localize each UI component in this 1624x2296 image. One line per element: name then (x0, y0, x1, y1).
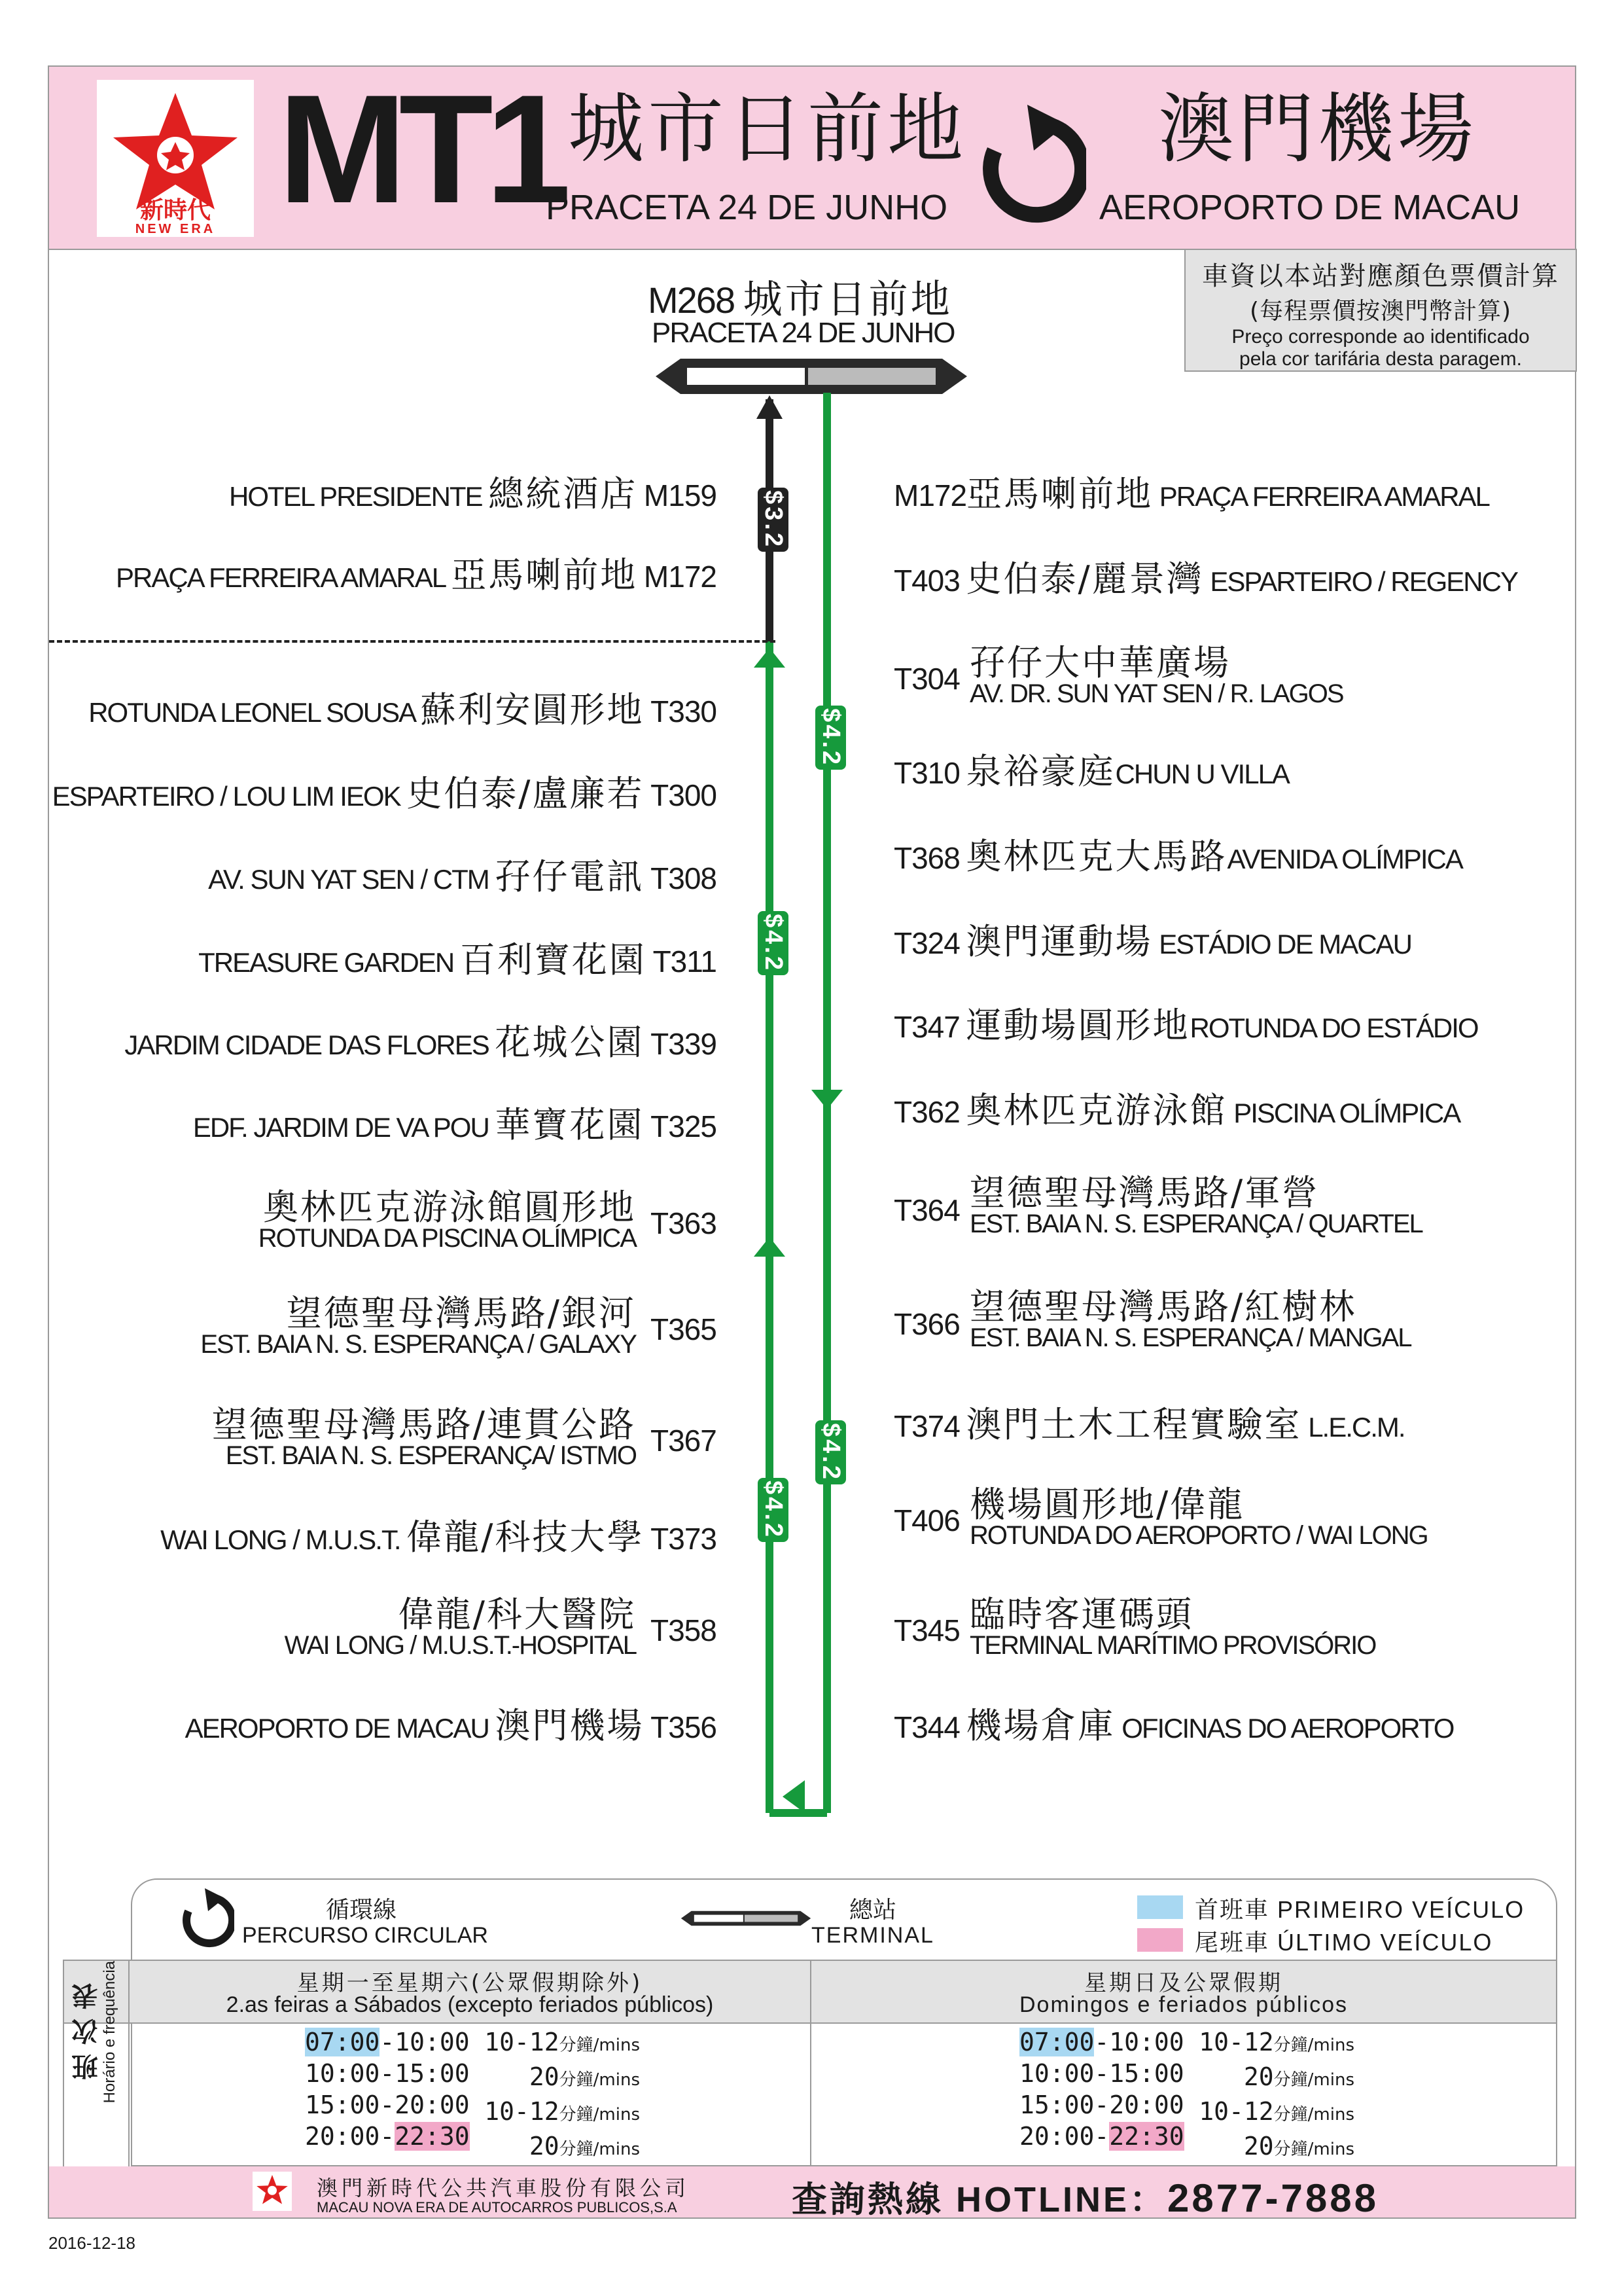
stop-code: T330 (650, 694, 716, 728)
holiday-header-pt: Domingos e feriados públicos (1019, 1992, 1349, 2017)
stop-name-pt: PRAÇA FERREIRA AMARAL (115, 562, 445, 593)
stop-code: T310 (894, 756, 960, 790)
stop-code: T403 (894, 564, 960, 598)
weekday-times: 07:00-10:00 10:00-15:00 15:00-20:00 20:00-22:30 (305, 2028, 470, 2151)
stop-name-pt: AV. SUN YAT SEN / CTM (208, 864, 489, 895)
hotline-number: 2877-7888 (1167, 2176, 1379, 2220)
hotline-label: HOTLINE： (956, 2180, 1168, 2219)
stop-name-pt: PRAÇA FERREIRA AMARAL (1159, 481, 1489, 512)
stop-left (284, 1594, 636, 1660)
stop-right-code (894, 664, 960, 694)
stop-code: T374 (894, 1409, 960, 1443)
stop-name-pt: AV. DR. SUN YAT SEN / R. LAGOS (970, 679, 1343, 708)
stop-left (198, 939, 716, 980)
stop-name-pt: HOTEL PRESIDENTE (229, 481, 482, 512)
stop-code: T366 (894, 1307, 960, 1341)
company-name-cn: 澳門新時代公共汽車股份有限公司 (317, 2176, 690, 2200)
hotline (792, 2172, 1379, 2222)
stop-code: T345 (894, 1613, 960, 1647)
stop-code: T356 (650, 1710, 716, 1744)
stop-right (894, 836, 1462, 877)
fare-note-line1: 車資以本站對應顏色票價計算 (1202, 261, 1559, 291)
stop-left (192, 1104, 716, 1145)
stop-name-pt: WAI LONG / M.U.S.T.-HOSPITAL (284, 1631, 636, 1660)
stop-right (894, 1404, 1405, 1445)
stop-right (894, 1705, 1454, 1746)
weekday-header-cn: 星期一至星期六(公眾假期除外) (296, 1970, 643, 1996)
stop-name-pt: EST. BAIA N. S. ESPERANÇA / QUARTEL (970, 1210, 1422, 1238)
stop-name-cn: 百利寶花園 (459, 939, 646, 980)
stop-code-t363 (650, 1208, 716, 1238)
legend-first: 首班車 PRIMEIRO VEÍCULO (1195, 1896, 1525, 1924)
stop-name-cn: 運動場圓形地 (966, 1005, 1190, 1046)
stop-code: T339 (650, 1027, 716, 1061)
stop-code: M172 (643, 560, 716, 594)
arrow-down-icon (811, 1090, 843, 1109)
stop-right (970, 1484, 1428, 1550)
terminal-symbol-icon (680, 1909, 811, 1928)
logo-chinese: 新時代 (139, 197, 211, 224)
print-date: 2016-12-18 (48, 2233, 135, 2253)
stop-code-t367 (650, 1426, 716, 1456)
stop-right (894, 1090, 1460, 1131)
holiday-header-cn: 星期日及公眾假期 (1084, 1970, 1283, 1996)
stop-name-cn: 孖仔大中華廣場 (970, 642, 1231, 683)
company-name-pt: MACAU NOVA ERA DE AUTOCARROS PUBLICOS,S.A (317, 2199, 677, 2215)
stop-right-code (894, 1505, 960, 1535)
fare-label-green: $4.2 (815, 706, 846, 770)
stop-right (894, 1005, 1478, 1046)
stop-left (185, 1705, 716, 1746)
destination-portuguese: AEROPORTO DE MACAU (1099, 188, 1521, 227)
stop-right (894, 558, 1517, 600)
stop-name-pt: TREASURE GARDEN (198, 947, 454, 978)
stop-name-pt: EDF. JARDIM DE VA POU (192, 1112, 489, 1143)
stop-left (258, 1187, 636, 1253)
stop-code: T365 (650, 1312, 716, 1346)
stop-name-cn: 總統酒店 (488, 473, 638, 514)
stop-name-cn: 望德聖母灣馬路/連貫公路 (211, 1404, 636, 1445)
arrow-left-icon (783, 1780, 805, 1813)
timetable-side-label: 班次表 Horário e frequência (72, 1961, 118, 2104)
stop-name-cn: 孖仔電訊 (495, 856, 644, 897)
stop-name-pt: PISCINA OLÍMPICA (1233, 1098, 1460, 1128)
fare-boundary-line (49, 640, 775, 643)
stop-name-cn: 偉龍/科大醫院 (398, 1594, 636, 1635)
legend-circular-cn: 循環線 (326, 1897, 397, 1924)
stop-right (894, 751, 1289, 792)
stop-name-cn: 奧林匹克游泳館 (966, 1090, 1227, 1131)
legend-circular-pt: PERCURSO CIRCULAR (242, 1923, 488, 1948)
stop-name-cn: 機場圓形地/偉龍 (970, 1484, 1245, 1525)
stop-code: T304 (894, 662, 960, 696)
footer-logo (253, 2172, 292, 2211)
stop-right-code (894, 1615, 960, 1645)
stop-name-pt: ROTUNDA DO AEROPORTO / WAI LONG (970, 1521, 1428, 1550)
stop-name-cn: 花城公園 (495, 1022, 644, 1063)
stop-code: T362 (894, 1095, 960, 1129)
stop-name-pt: AEROPORTO DE MACAU (185, 1713, 489, 1744)
fare-note-line4: pela cor tarifária desta paragem. (1239, 348, 1522, 370)
new-era-star-icon (253, 2172, 292, 2211)
company-logo (97, 80, 254, 237)
stop-code: T358 (650, 1613, 716, 1647)
stop-name-pt: EST. BAIA N. S. ESPERANÇA / GALAXY (200, 1330, 636, 1359)
fare-label-green: $4.2 (758, 1478, 788, 1542)
stop-code: T300 (650, 778, 716, 812)
arrow-up-icon (754, 648, 785, 668)
stop-name-pt: CHUN U VILLA (1115, 759, 1289, 789)
stop-right-code (894, 1309, 960, 1339)
stop-name-pt: OFICINAS DO AEROPORTO (1121, 1713, 1454, 1744)
stop-code: T308 (650, 861, 716, 895)
stop-name-cn: 偉龍/科技大學 (406, 1516, 644, 1558)
stop-name-cn: 臨時客運碼頭 (970, 1594, 1193, 1635)
origin-portuguese: PRACETA 24 DE JUNHO (546, 188, 948, 227)
stop-right-code (894, 1195, 960, 1225)
stop-right (970, 1594, 1376, 1660)
stop-right (894, 473, 1489, 514)
terminal-code: M268 (648, 279, 735, 321)
stop-name-pt: EST. BAIA N. S. ESPERANÇA/ ISTMO (225, 1441, 636, 1470)
stop-name-pt: TERMINAL MARÍTIMO PROVISÓRIO (970, 1631, 1376, 1660)
stop-code: T325 (650, 1109, 716, 1143)
stop-name-cn: 泉裕豪庭 (966, 751, 1116, 792)
arrow-up-icon (754, 1237, 785, 1257)
stop-left (160, 1516, 716, 1558)
stop-code: T363 (650, 1206, 716, 1240)
weekday-header-pt: 2.as feiras a Sábados (excepto feriados públicos) (226, 1992, 714, 2017)
terminal-chinese: 城市日前地 (743, 277, 953, 323)
stop-left (115, 554, 716, 596)
stop-name-pt: EST. BAIA N. S. ESPERANÇA / MANGAL (970, 1323, 1411, 1352)
stop-code: T406 (894, 1503, 960, 1537)
stop-name-cn: 望德聖母灣馬路/軍營 (970, 1172, 1320, 1213)
stop-name-cn: 澳門機場 (495, 1705, 644, 1746)
stop-name-cn: 史伯泰/麗景灣 (966, 558, 1204, 600)
destination-chinese: 澳門機場 (1158, 85, 1477, 173)
stop-name-cn: 奧林匹克大馬路 (966, 836, 1227, 877)
stop-code: T367 (650, 1424, 716, 1458)
fare-note-line2: (每程票價按澳門幣計算) (1249, 298, 1512, 325)
stop-name-pt: ROTUNDA DO ESTÁDIO (1190, 1013, 1478, 1043)
fare-label-green: $4.2 (815, 1420, 846, 1484)
stop-code: T347 (894, 1010, 960, 1044)
stop-name-cn: 望德聖母灣馬路/銀河 (286, 1293, 636, 1334)
stop-right (970, 1286, 1411, 1352)
fare-note-line3: Preço corresponde ao identificado (1231, 326, 1530, 348)
fare-label-black: $3.2 (758, 488, 788, 552)
stop-code-t358 (650, 1615, 716, 1645)
stop-code: M159 (643, 478, 716, 512)
circular-route-icon (968, 98, 1086, 229)
stop-code: T324 (894, 926, 960, 960)
stop-right (970, 1172, 1422, 1238)
fare-note-box (1184, 249, 1577, 372)
hotline-cn: 查詢熱線 (792, 2179, 944, 2220)
legend-terminal-pt: TERMINAL (811, 1923, 934, 1948)
stop-name-cn: 澳門運動場 (966, 921, 1153, 962)
stop-name-pt: ROTUNDA LEONEL SOUSA (88, 697, 414, 728)
legend-terminal-cn: 總站 (849, 1897, 897, 1924)
stop-name-pt: ESPARTEIRO / REGENCY (1210, 566, 1517, 597)
stop-name-pt: ROTUNDA DA PISCINA OLÍMPICA (258, 1224, 636, 1253)
stop-left (208, 856, 716, 897)
stop-name-cn: 史伯泰/盧廉若 (406, 773, 644, 814)
stop-name-pt: AVENIDA OLÍMPICA (1227, 844, 1462, 874)
route-diagram (720, 386, 851, 1852)
stop-code: T311 (652, 944, 716, 978)
stop-right (970, 642, 1343, 708)
stop-name-pt: ESTÁDIO DE MACAU (1159, 929, 1411, 960)
stop-left (200, 1293, 636, 1359)
stop-name-cn: 奧林匹克游泳館圓形地 (263, 1187, 636, 1228)
circular-route-icon (175, 1885, 234, 1950)
stop-code-t365 (650, 1314, 716, 1344)
stop-code: T344 (894, 1710, 960, 1744)
stop-name-cn: 澳門土木工程實驗室 (966, 1404, 1302, 1445)
holiday-times: 07:00-10:00 10:00-15:00 15:00-20:00 20:00-22:30 (1019, 2028, 1184, 2151)
stop-code: T373 (650, 1522, 716, 1556)
legend-last: 尾班車 ÚLTIMO VEÍCULO (1195, 1929, 1493, 1956)
logo-english: NEW ERA (135, 222, 216, 236)
stop-name-cn: 華寶花園 (495, 1104, 644, 1145)
arrow-up-icon (756, 395, 783, 419)
origin-chinese: 城市日前地 (568, 85, 967, 173)
stop-left (88, 689, 716, 730)
stop-right (894, 921, 1411, 962)
stop-left (124, 1022, 716, 1063)
stop-code: T364 (894, 1193, 960, 1227)
stop-name-pt: JARDIM CIDADE DAS FLORES (124, 1030, 489, 1060)
stop-name-cn: 望德聖母灣馬路/紅樹林 (970, 1286, 1357, 1327)
weekday-frequency: 10-12分鐘/mins 20分鐘/mins 10-12分鐘/mins 20分鐘/mins (484, 2028, 640, 2161)
stop-left (229, 473, 716, 514)
route-number: MT1 (278, 63, 563, 236)
legend-first-swatch (1137, 1895, 1183, 1919)
holiday-frequency: 10-12分鐘/mins 20分鐘/mins 10-12分鐘/mins 20分鐘/mins (1199, 2028, 1354, 2161)
terminal-portuguese: PRACETA 24 DE JUNHO (652, 317, 955, 349)
stop-name-cn: 蘇利安圓形地 (420, 689, 644, 730)
stop-name-cn: 亞馬喇前地 (451, 554, 638, 596)
stop-name-pt: WAI LONG / M.U.S.T. (160, 1524, 400, 1555)
stop-code: T368 (894, 841, 960, 875)
stop-name-cn: 亞馬喇前地 (966, 473, 1154, 514)
stop-left (211, 1404, 636, 1470)
stop-name-pt: ESPARTEIRO / LOU LIM IEOK (52, 781, 400, 812)
stop-code: M172 (894, 478, 967, 512)
stop-name-cn: 機場倉庫 (966, 1705, 1116, 1746)
fare-label-green: $4.2 (758, 911, 788, 975)
legend-last-swatch (1137, 1928, 1183, 1952)
stop-name-pt: L.E.C.M. (1308, 1412, 1405, 1443)
stop-left (52, 773, 716, 814)
